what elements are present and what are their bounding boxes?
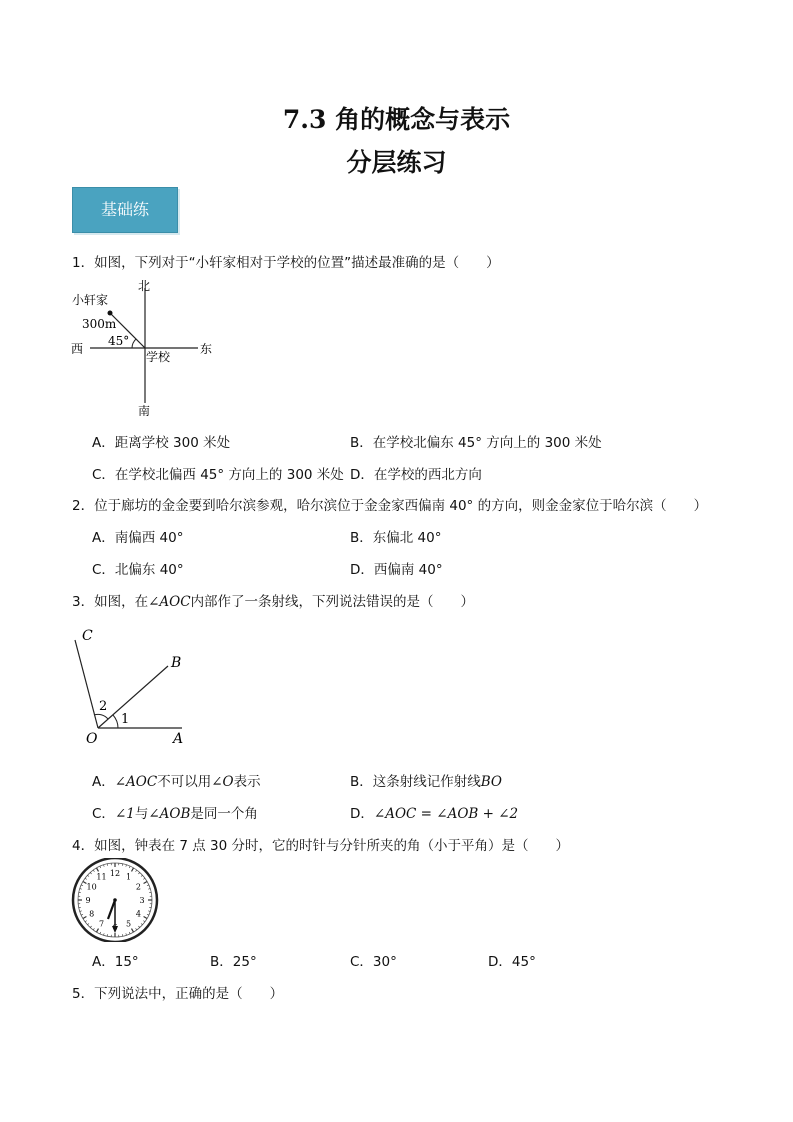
q3-stem-prefix: 3．如图，在 xyxy=(72,594,149,610)
q3-stem-math: ∠AOC xyxy=(148,594,191,610)
q3-option-a[interactable]: A．∠AOC不可以用∠O表示 xyxy=(92,774,261,790)
q1-option-a[interactable]: A．距离学校 300 米处 xyxy=(92,435,231,451)
question-2-stem: 2．位于廊坊的金金要到哈尔滨参观，哈尔滨位于金金家西偏南 40° 的方向，则金金家位于哈尔滨（ ） xyxy=(72,498,708,514)
section-badge: 基础练 xyxy=(72,187,178,233)
label-east: 东 xyxy=(200,342,213,356)
clock-number: 3 xyxy=(139,896,145,905)
label-home: 小轩家 xyxy=(72,293,109,307)
q4-option-c[interactable]: C．30° xyxy=(350,954,397,970)
clock-number: 11 xyxy=(96,872,107,882)
q4-option-b[interactable]: B．25° xyxy=(210,954,257,970)
q2-option-a[interactable]: A．南偏西 40° xyxy=(92,530,184,546)
q2-option-c[interactable]: C．北偏东 40° xyxy=(92,562,184,578)
ray-ob xyxy=(98,666,168,728)
point-o-label: O xyxy=(86,731,98,747)
clock-number: 2 xyxy=(135,882,141,892)
clock-number: 5 xyxy=(125,919,132,929)
clock-number: 1 xyxy=(125,872,132,882)
q3-option-c[interactable]: C．∠1与∠AOB是同一个角 xyxy=(92,806,258,822)
clock-number: 10 xyxy=(86,882,97,892)
q1-option-d[interactable]: D．在学校的西北方向 xyxy=(350,467,482,483)
clock-number: 12 xyxy=(109,869,121,878)
point-a-label: A xyxy=(173,731,184,747)
q1-option-c[interactable]: C．在学校北偏西 45° 方向上的 300 米处 xyxy=(92,467,344,483)
angle-arc xyxy=(132,339,136,348)
question-1-figure xyxy=(68,278,218,418)
angle-1-label: 1 xyxy=(121,712,130,727)
question-3-figure xyxy=(72,622,202,750)
point-c-label: C xyxy=(82,628,93,644)
q3-stem-suffix: 内部作了一条射线，下列说法错误的是（ ） xyxy=(190,594,475,610)
q2-option-b[interactable]: B．东偏北 40° xyxy=(350,530,442,546)
label-south: 南 xyxy=(138,404,151,418)
page-subtitle: 分层练习 xyxy=(346,148,447,177)
label-distance: 300m xyxy=(82,317,117,331)
label-north: 北 xyxy=(138,279,151,293)
home-dot xyxy=(108,311,113,316)
clock-number: 8 xyxy=(89,909,95,919)
clock-number: 7 xyxy=(98,919,105,929)
clock-number: 9 xyxy=(85,896,91,905)
clock-center xyxy=(113,898,117,902)
question-4-stem: 4．如图，钟表在 7 点 30 分时，它的时针与分针所夹的角（小于平角）是（ ） xyxy=(72,838,570,854)
question-3-stem xyxy=(72,590,474,610)
angle-2-label: 2 xyxy=(99,699,108,714)
q4-option-d[interactable]: D．45° xyxy=(488,954,536,970)
label-angle: 45° xyxy=(108,334,130,348)
label-west: 西 xyxy=(71,342,84,356)
q1-option-b[interactable]: B．在学校北偏东 45° 方向上的 300 米处 xyxy=(350,435,602,451)
question-1-stem: 1．如图，下列对于“小轩家相对于学校的位置”描述最准确的是（ ） xyxy=(72,255,500,271)
question-5-stem: 5．下列说法中，正确的是（ ） xyxy=(72,986,284,1002)
q3-option-b[interactable]: B．这条射线记作射线BO xyxy=(350,774,503,790)
point-b-label: B xyxy=(171,655,182,671)
page-title: 7.3 角的概念与表示 xyxy=(282,105,511,134)
question-4-clock xyxy=(70,858,162,942)
angle-1-arc xyxy=(113,715,118,728)
clock-number: 4 xyxy=(135,909,141,919)
q2-option-d[interactable]: D．西偏南 40° xyxy=(350,562,443,578)
label-school: 学校 xyxy=(146,350,171,364)
q3-option-d[interactable]: D．∠AOC = ∠AOB + ∠2 xyxy=(350,806,519,822)
angle-2-arc xyxy=(94,714,108,719)
q4-option-a[interactable]: A．15° xyxy=(92,954,139,970)
